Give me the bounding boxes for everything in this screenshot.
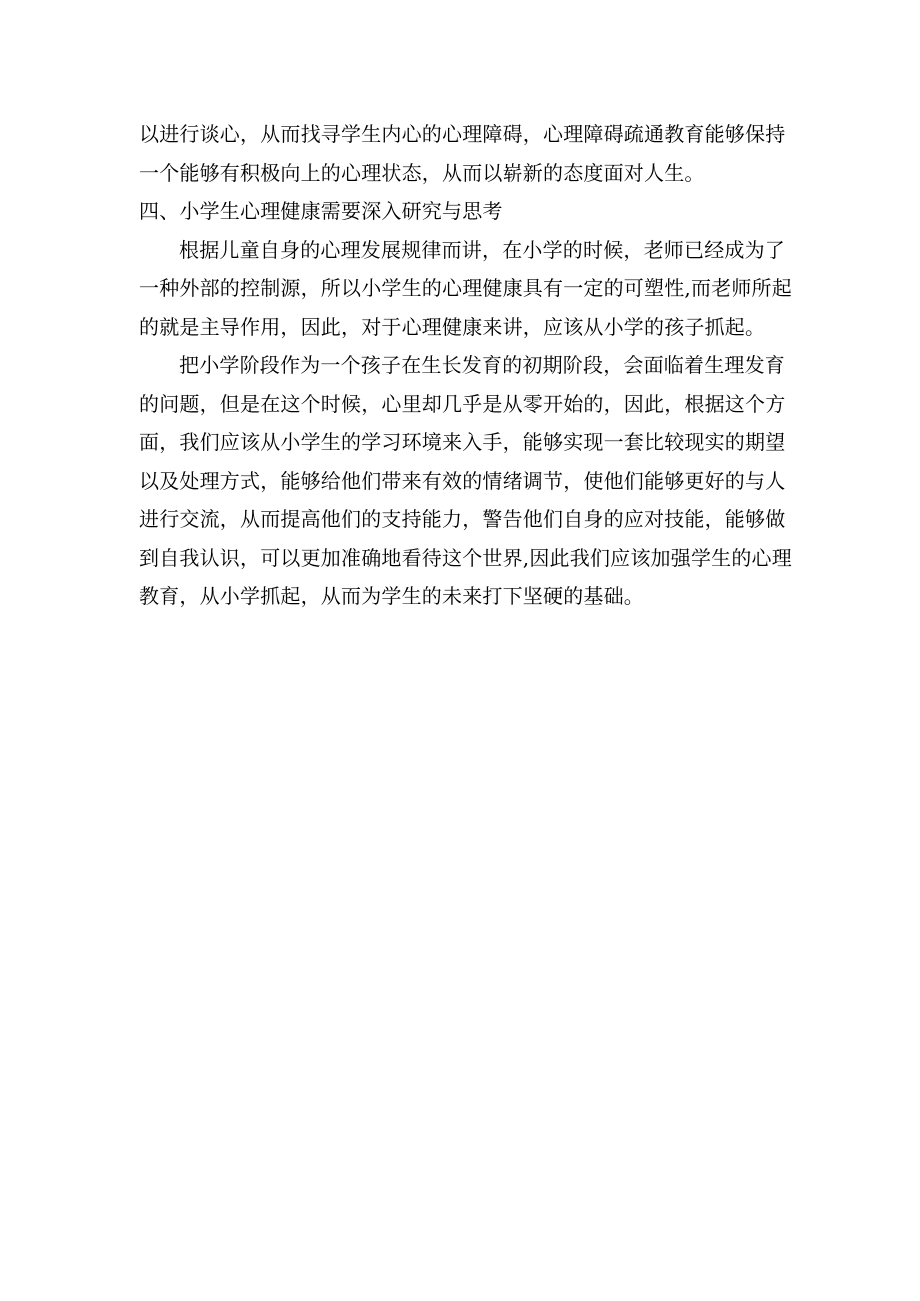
document-body xyxy=(139,115,792,616)
paragraph-line: 到自我认识，可以更加准确地看待这个世界,因此我们应该加强学生的心理 xyxy=(139,545,792,570)
paragraph-line: 以进行谈心，从而找寻学生内心的心理障碍，心理障碍疏通教育能够保持 xyxy=(139,122,786,146)
section-heading: 四、小学生心理健康需要深入研究与思考 xyxy=(139,199,503,223)
paragraph-line: 把小学阶段作为一个孩子在生长发育的初期阶段，会面临着生理发育 xyxy=(179,353,785,377)
paragraph-line: 以及处理方式，能够给他们带来有效的情绪调节，使他们能够更好的与人 xyxy=(139,468,786,493)
paragraph-line: 一个能够有积极向上的心理状态，从而以崭新的态度面对人生。 xyxy=(139,160,705,185)
paragraph-line: 的问题，但是在这个时候，心里却几乎是从零开始的，因此，根据这个方 xyxy=(139,391,786,416)
paragraph-line: 根据儿童自身的心理发展规律而讲，在小学的时候，老师已经成为了 xyxy=(179,237,785,262)
paragraph-line: 教育，从小学抓起，从而为学生的未来打下坚硬的基础。 xyxy=(139,584,644,608)
paragraph-line: 的就是主导作用，因此，对于心理健康来讲，应该从小学的孩子抓起。 xyxy=(139,314,766,339)
paragraph-line: 一种外部的控制源，所以小学生的心理健康具有一定的可塑性,而老师所起 xyxy=(139,276,792,300)
paragraph-line: 面，我们应该从小学生的学习环境来入手，能够实现一套比较现实的期望 xyxy=(139,430,786,454)
paragraph-line: 进行交流，从而提高他们的支持能力，警告他们自身的应对技能，能够做 xyxy=(139,507,786,531)
